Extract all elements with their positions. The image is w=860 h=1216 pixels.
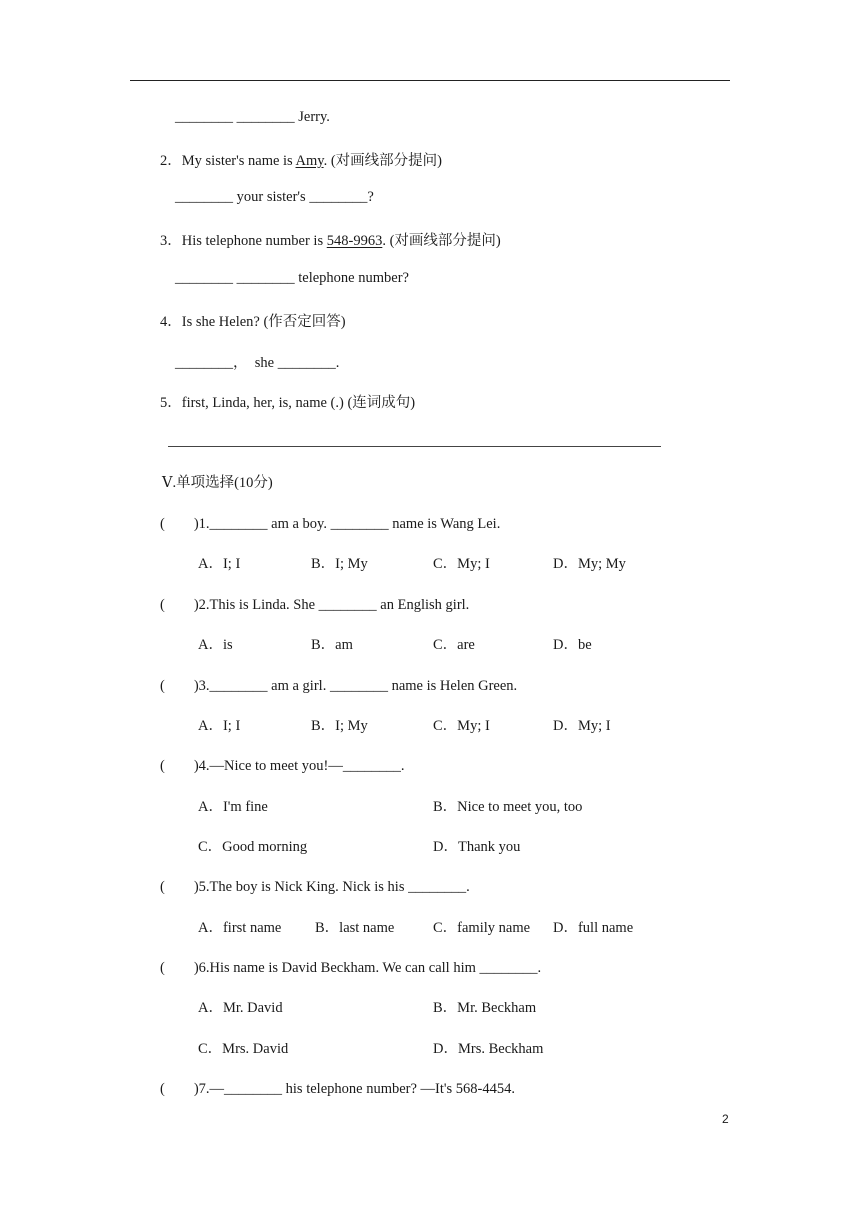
q5-number: 5． [160, 395, 182, 411]
header-rule [130, 80, 730, 81]
mc6-option-b: B．Mr. Beckham [433, 1000, 537, 1016]
mc-question-2: ( )2.This is Linda. She ________ an English girl. [160, 597, 470, 613]
mc4-option-c: C．Good morning [198, 839, 308, 855]
mc-question-6: ( )6.His name is David Beckham. We can call him ________. [160, 960, 542, 976]
mc5-option-a: A．first name [198, 920, 282, 936]
mc6-option-c: C．Mrs. David [198, 1041, 289, 1057]
q2-prompt [160, 149, 442, 170]
mc3-option-c: C．My; I [433, 718, 490, 734]
section5-heading: Ⅴ.单项选择(10分) [162, 475, 273, 491]
mc-question-4: ( )4.—Nice to meet you!—________. [160, 758, 405, 774]
mc5-option-b: B．last name [315, 920, 395, 936]
q2-number: 2． [160, 153, 182, 169]
q4-text: Is she Helen? (作否定回答) [181, 314, 346, 330]
q5-prompt [160, 391, 415, 412]
mc1-option-b: B．I; My [311, 556, 368, 572]
mc2-option-d: D．be [553, 637, 592, 653]
mc6-option-d: D．Mrs. Beckham [433, 1041, 544, 1057]
mc1-option-a: A．I; I [198, 556, 241, 572]
q2-text-post: . (对画线部分提问) [323, 153, 443, 169]
mc4-option-a: A．I'm fine [198, 799, 268, 815]
q1-answer-line: ________ ________ Jerry. [175, 109, 330, 125]
q5-answer-rule [168, 446, 661, 447]
mc5-option-d: D．full name [553, 920, 634, 936]
mc-question-7: ( )7.—________ his telephone number? —It's 568-4454. [160, 1081, 515, 1097]
q5-text: first, Linda, her, is, name (.) (连词成句) [181, 395, 416, 411]
q3-answer-line: ________ ________ telephone number? [175, 270, 409, 286]
q3-text-pre: His telephone number is [181, 233, 327, 249]
mc1-option-c: C．My; I [433, 556, 490, 572]
mc-question-3: ( )3.________ am a girl. ________ name is Helen Green. [160, 678, 518, 694]
mc-question-1: ( )1.________ am a boy. ________ name is Wang Lei. [160, 516, 501, 532]
mc3-option-d: D．My; I [553, 718, 611, 734]
q4-number: 4． [160, 314, 182, 330]
q4-prompt [160, 310, 346, 331]
q3-underlined-number: 548-9963 [326, 233, 383, 249]
q2-answer-line: ________ your sister's ________? [175, 189, 374, 205]
mc6-option-a: A．Mr. David [198, 1000, 283, 1016]
mc2-option-b: B．am [311, 637, 353, 653]
mc4-option-d: D．Thank you [433, 839, 521, 855]
mc3-option-b: B．I; My [311, 718, 368, 734]
mc-question-5: ( )5.The boy is Nick King. Nick is his ________. [160, 879, 470, 895]
mc2-option-a: A．is [198, 637, 233, 653]
q2-underlined-word: Amy [295, 153, 324, 169]
page-number: 2 [722, 1112, 729, 1126]
mc2-option-c: C．are [433, 637, 475, 653]
q3-prompt [160, 229, 501, 250]
q3-number: 3． [160, 233, 182, 249]
mc4-option-b: B．Nice to meet you, too [433, 799, 583, 815]
q3-text-post: . (对画线部分提问) [382, 233, 501, 249]
mc3-option-a: A．I; I [198, 718, 241, 734]
q2-text-pre: My sister's name is [181, 153, 296, 169]
mc5-option-c: C．family name [433, 920, 531, 936]
mc1-option-d: D．My; My [553, 556, 626, 572]
q4-answer-line: ________， she ________. [175, 355, 340, 371]
